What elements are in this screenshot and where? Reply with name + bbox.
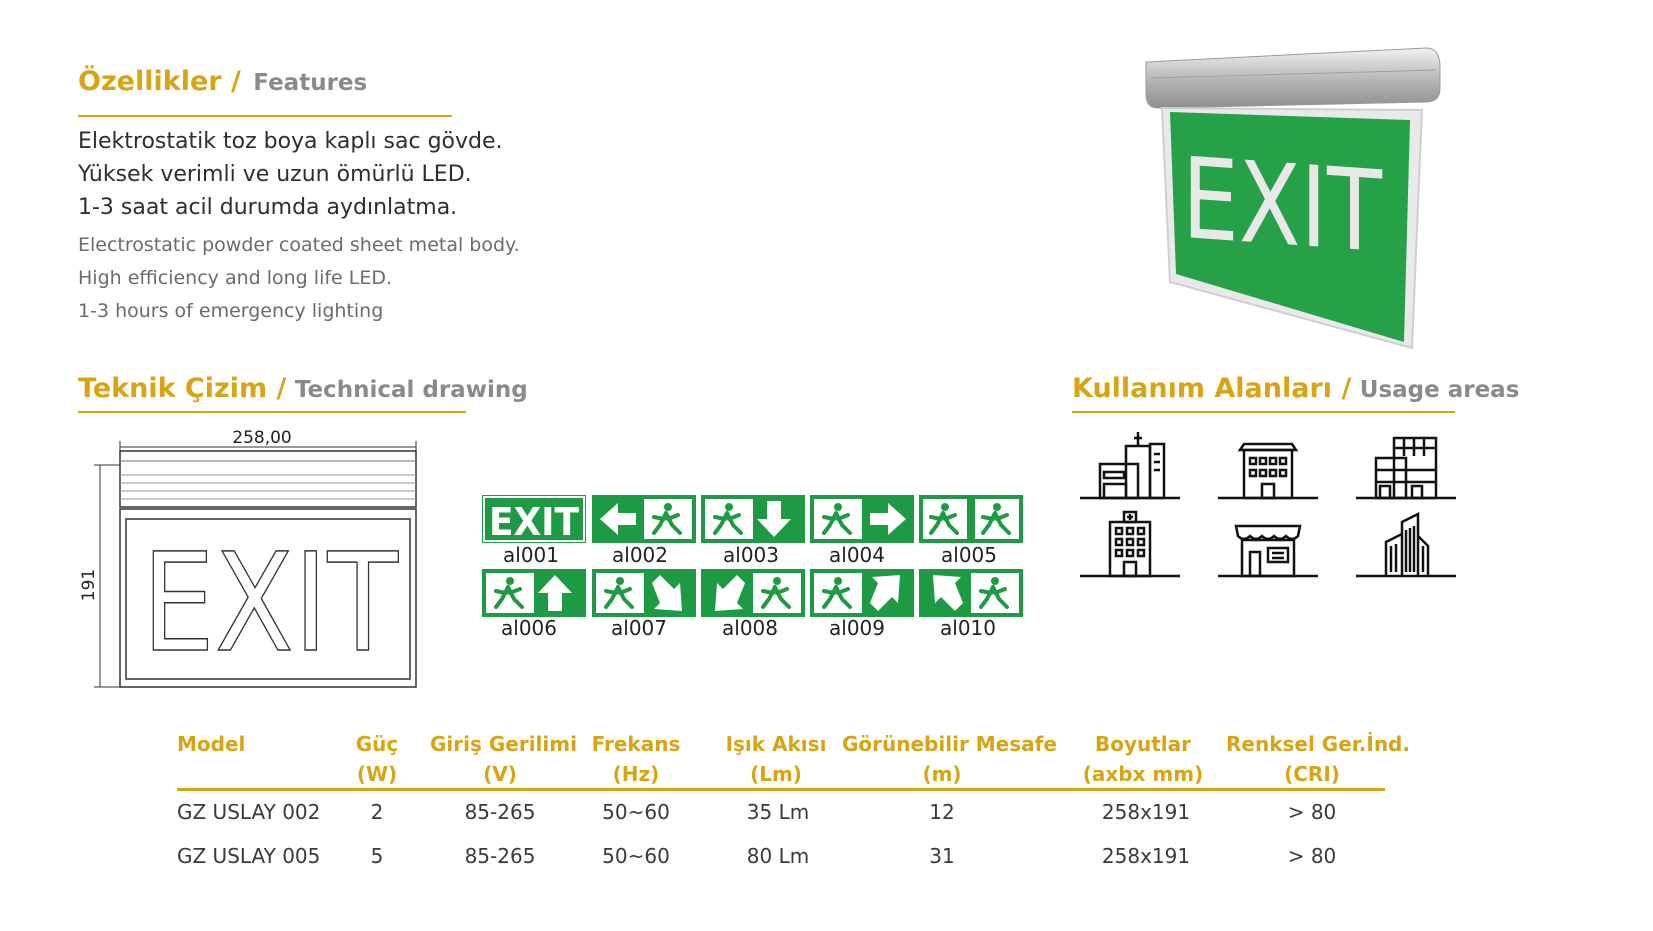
header-visible-distance: Görünebilir Mesafe (m) (842, 732, 1057, 786)
header-luminous-flux: Işık Akısı (Lm) (725, 732, 827, 786)
header-dimensions: Boyutlar (axbx mm) (1082, 732, 1204, 786)
feature-line-en-1: Electrostatic powder coated sheet metal body. (78, 234, 520, 256)
sign-al002 (592, 495, 696, 543)
technical-subtitle: Technical drawing (294, 377, 528, 403)
product-image (1140, 42, 1450, 352)
table-cell: 85-265 (464, 844, 536, 868)
feature-line-tr-3: 1-3 saat acil durumda aydınlatma. (78, 195, 458, 220)
sign-label-al001: al001 (503, 543, 559, 567)
feature-line-en-2: High efficiency and long life LED. (78, 267, 393, 289)
sign-label-al005: al005 (941, 543, 997, 567)
feature-line-en-3: 1-3 hours of emergency lighting (78, 300, 384, 322)
runner-arrow-down-icon (701, 495, 805, 543)
usage-section (1072, 373, 1519, 404)
technical-title: Teknik Çizim / (78, 373, 287, 404)
sign-label-al010: al010 (940, 616, 996, 640)
feature-line-tr-2: Yüksek verimli ve uzun ömürlü LED. (78, 162, 472, 187)
table-cell: > 80 (1287, 844, 1337, 868)
store-icon (1218, 506, 1328, 586)
technical-drawing (76, 425, 426, 695)
drawing-exit-text: EXIT (142, 525, 399, 683)
width-dimension-label: 258,00 (232, 428, 292, 448)
table-cell: 80 Lm (746, 844, 810, 868)
sign-al005 (919, 495, 1023, 543)
height-dimension-label: 191 (79, 568, 99, 602)
table-cell: 258x191 (1101, 800, 1191, 824)
sign-al008 (701, 569, 805, 617)
sign-label-al003: al003 (723, 543, 779, 567)
factory-icon (1080, 428, 1190, 508)
technical-section (78, 373, 528, 404)
sign-al010 (919, 569, 1023, 617)
skyscraper-icon (1356, 506, 1466, 586)
arrow-down-left-runner-icon (701, 569, 805, 617)
hospital-icon (1080, 506, 1190, 586)
usage-title: Kullanım Alanları / (1072, 373, 1352, 404)
exit-text-icon (482, 495, 586, 543)
runner-door-runner-icon (919, 495, 1023, 543)
sign-exit-text: EXIT (489, 500, 580, 543)
features-subtitle: Features (253, 70, 368, 96)
sign-label-al008: al008 (722, 616, 778, 640)
office-building-icon (1356, 428, 1466, 508)
runner-arrow-up-right-icon (810, 569, 914, 617)
arrow-up-left-runner-icon (919, 569, 1023, 617)
header-frequency: Frekans (Hz) (591, 732, 681, 786)
table-cell: GZ USLAY 002 (177, 800, 321, 824)
product-exit-text: EXIT (1182, 134, 1431, 282)
header-input-voltage: Giriş Gerilimi (V) (430, 732, 577, 786)
runner-arrow-up-icon (482, 569, 586, 617)
usage-underline (1072, 411, 1455, 413)
table-header-underline (177, 788, 1385, 791)
table-cell: 85-265 (464, 800, 536, 824)
table-cell: 5 (370, 844, 384, 868)
sign-al001 (482, 495, 586, 543)
sign-label-al007: al007 (611, 616, 667, 640)
features-section (78, 66, 367, 97)
arrow-left-runner-icon (592, 495, 696, 543)
table-cell: 50~60 (602, 800, 670, 824)
apartment-icon (1218, 428, 1328, 508)
sign-al004 (810, 495, 914, 543)
sign-label-al004: al004 (829, 543, 885, 567)
feature-line-tr-1: Elektrostatik toz boya kaplı sac gövde. (78, 129, 503, 154)
header-model: Model (177, 732, 246, 756)
table-cell: GZ USLAY 005 (177, 844, 321, 868)
table-cell: 2 (370, 800, 384, 824)
table-cell: 258x191 (1101, 844, 1191, 868)
sign-label-al002: al002 (612, 543, 668, 567)
table-cell: 31 (929, 844, 955, 868)
sign-al003 (701, 495, 805, 543)
features-list-en (78, 227, 520, 329)
sign-al007 (592, 569, 696, 617)
table-cell: 12 (929, 800, 955, 824)
sign-al009 (810, 569, 914, 617)
table-cell: 50~60 (602, 844, 670, 868)
usage-subtitle: Usage areas (1359, 377, 1520, 403)
features-title: Özellikler / (78, 66, 241, 97)
sign-label-al006: al006 (501, 616, 557, 640)
sign-label-al009: al009 (829, 616, 885, 640)
features-list-tr (78, 124, 503, 226)
table-cell: 35 Lm (746, 800, 810, 824)
runner-arrow-down-right-icon (592, 569, 696, 617)
header-cri: Renksel Ger.İnd. (CRI) (1226, 732, 1410, 786)
technical-underline (78, 411, 466, 413)
header-power: Güç (W) (355, 732, 399, 786)
table-cell: > 80 (1287, 800, 1337, 824)
sign-al006 (482, 569, 586, 617)
features-underline (78, 115, 452, 117)
runner-arrow-right-icon (810, 495, 914, 543)
